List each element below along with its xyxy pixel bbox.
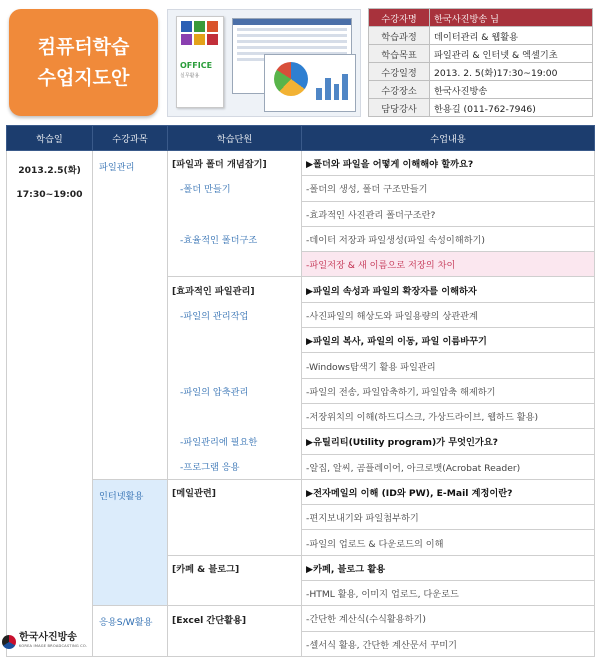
content-item: -HTML 활용, 이미지 업로드, 다운로드 bbox=[306, 589, 459, 601]
unit-cell bbox=[168, 328, 302, 353]
student-info-table bbox=[368, 8, 593, 117]
info-row bbox=[369, 81, 593, 99]
unit-cell bbox=[168, 429, 302, 454]
unit-item bbox=[172, 537, 180, 548]
content-cell bbox=[302, 176, 595, 201]
content-cell bbox=[302, 505, 595, 530]
content-item: -편지보내기와 파일첨부하기 bbox=[306, 513, 419, 525]
content-cell bbox=[302, 302, 595, 327]
unit-heading: [효과적인 파일관리] bbox=[172, 285, 255, 297]
content-item: -저장위치의 이해(하드디스크, 가상드라이브, 웹하드 활용) bbox=[306, 412, 539, 424]
subject-cell: 파일관리 bbox=[93, 151, 168, 480]
unit-cell bbox=[168, 201, 302, 226]
unit-heading: [카페 & 블로그] bbox=[172, 564, 240, 576]
content-heading: ▶유틸리티(Utility program)가 무엇인가요? bbox=[306, 437, 498, 449]
content-item: -효과적인 사진관리 폴더구조란? bbox=[306, 209, 436, 221]
content-item: -폴더의 생성, 폴더 구조만들기 bbox=[306, 184, 428, 196]
content-cell bbox=[302, 555, 595, 580]
content-item: -파일의 전송, 파일압축하기, 파일압축 해제하기 bbox=[306, 386, 496, 398]
info-row bbox=[369, 63, 593, 81]
date-cell bbox=[7, 151, 93, 657]
info-value: 한국사진방송 님 bbox=[430, 9, 593, 27]
pie-chart-icon bbox=[274, 62, 308, 96]
unit-item bbox=[172, 208, 180, 219]
unit-item bbox=[172, 259, 180, 270]
content-cell bbox=[302, 429, 595, 454]
title-line-2: 수업지도안 bbox=[37, 66, 130, 89]
info-value: 파일관리 & 인터넷 & 엑셀기초 bbox=[430, 45, 593, 63]
lesson-time: 17:30~19:00 bbox=[16, 189, 83, 200]
header-unit: 학습단원 bbox=[168, 126, 302, 151]
logo-english: KOREA IMAGE BROADCASTING CO. bbox=[19, 644, 88, 648]
book-title: OFFICE bbox=[180, 61, 213, 70]
info-row bbox=[369, 99, 593, 117]
content-cell bbox=[302, 353, 595, 378]
unit-item bbox=[172, 360, 180, 371]
office-logo-icon bbox=[181, 21, 219, 45]
content-cell bbox=[302, 479, 595, 504]
unit-item: -파일의 관리작업 bbox=[180, 310, 249, 322]
content-item: -파일의 업로드 & 다운로드의 이해 bbox=[306, 538, 444, 550]
content-cell bbox=[302, 252, 595, 277]
unit-item bbox=[172, 638, 180, 649]
unit-cell bbox=[168, 378, 302, 403]
info-value: 한국사진방송 bbox=[430, 81, 593, 99]
content-cell bbox=[302, 277, 595, 302]
info-key: 학습목표 bbox=[369, 45, 430, 63]
content-heading: ▶카페, 블로그 활용 bbox=[306, 563, 386, 575]
book-cover bbox=[176, 16, 224, 108]
content-item: -간단한 계산식(수식활용하기) bbox=[306, 614, 426, 626]
logo-korean: 한국사진방송 bbox=[19, 632, 77, 643]
info-key: 학습과정 bbox=[369, 27, 430, 45]
unit-cell bbox=[168, 479, 302, 504]
content-heading: ▶전자메일의 이해 (ID와 PW), E-Mail 계정이란? bbox=[306, 488, 513, 499]
unit-item: -효율적인 폴더구조 bbox=[180, 235, 258, 247]
title-badge bbox=[9, 9, 158, 116]
info-key: 수강자명 bbox=[369, 9, 430, 27]
content-cell bbox=[302, 581, 595, 606]
unit-cell bbox=[168, 226, 302, 251]
unit-heading: [파일과 폴더 개념잡기] bbox=[172, 159, 267, 171]
content-heading: ▶폴더와 파일을 어떻게 이해해야 할까요? bbox=[306, 159, 474, 171]
content-cell bbox=[302, 226, 595, 251]
content-heading: ▶파일의 복사, 파일의 이동, 파일 이름바꾸기 bbox=[306, 336, 487, 348]
header-content: 수업내용 bbox=[302, 126, 595, 151]
unit-item bbox=[172, 411, 180, 422]
title-line-1: 컴퓨터학습 bbox=[37, 35, 130, 58]
unit-heading: [Excel 간단활용] bbox=[172, 614, 247, 626]
info-value: 한용길 (011-762-7946) bbox=[430, 99, 593, 117]
unit-item bbox=[172, 335, 180, 346]
info-key: 수강장소 bbox=[369, 81, 430, 99]
content-item: -사진파일의 해상도와 파일용량의 상관관계 bbox=[306, 310, 478, 322]
lesson-date: 2013.2.5(화) bbox=[18, 165, 81, 176]
info-key: 담당강사 bbox=[369, 99, 430, 117]
unit-cell bbox=[168, 176, 302, 201]
content-item: -Windows탐색기 활용 파일관리 bbox=[306, 361, 436, 373]
content-heading: ▶파일의 속성과 파일의 확장자를 이해하자 bbox=[306, 285, 477, 297]
content-item: -데이터 저장과 파일생성(파일 속성이해하기) bbox=[306, 235, 485, 247]
info-value: 데이터관리 & 웹활용 bbox=[430, 27, 593, 45]
unit-cell bbox=[168, 151, 302, 176]
unit-cell bbox=[168, 581, 302, 606]
content-cell bbox=[302, 530, 595, 555]
lesson-plan-table bbox=[6, 125, 595, 657]
unit-cell bbox=[168, 302, 302, 327]
info-row bbox=[369, 45, 593, 63]
content-item: -알집, 알씨, 곰플레이어, 아크로뱃(Acrobat Reader) bbox=[306, 462, 521, 474]
unit-cell bbox=[168, 555, 302, 580]
unit-cell bbox=[168, 353, 302, 378]
unit-cell bbox=[168, 277, 302, 302]
book-subtitle: 실무활용 bbox=[180, 73, 200, 79]
unit-cell bbox=[168, 530, 302, 555]
info-value: 2013. 2. 5(화)17:30~19:00 bbox=[430, 63, 593, 81]
table-row bbox=[7, 479, 595, 504]
content-cell bbox=[302, 403, 595, 428]
info-key: 수강일정 bbox=[369, 63, 430, 81]
header-date: 학습일 bbox=[7, 126, 93, 151]
content-cell bbox=[302, 201, 595, 226]
content-cell bbox=[302, 151, 595, 176]
unit-cell bbox=[168, 252, 302, 277]
unit-cell bbox=[168, 403, 302, 428]
info-row bbox=[369, 9, 593, 27]
unit-cell bbox=[168, 454, 302, 479]
unit-cell bbox=[168, 606, 302, 631]
header-subject: 수강과목 bbox=[93, 126, 168, 151]
unit-item: -파일관리에 필요한 bbox=[180, 437, 258, 449]
content-cell bbox=[302, 454, 595, 479]
logo-icon bbox=[2, 635, 16, 649]
unit-item bbox=[172, 587, 180, 598]
info-row bbox=[369, 27, 593, 45]
table-row bbox=[7, 606, 595, 631]
company-logo bbox=[2, 633, 87, 651]
subject-cell: 응용S/W활용 bbox=[93, 606, 168, 657]
header-row bbox=[7, 126, 595, 151]
unit-item bbox=[172, 512, 180, 523]
bar-chart-icon bbox=[316, 70, 348, 100]
unit-cell bbox=[168, 505, 302, 530]
table-row bbox=[7, 151, 595, 176]
unit-item: -폴더 만들기 bbox=[180, 184, 231, 196]
content-cell bbox=[302, 328, 595, 353]
office-promo-image bbox=[167, 9, 361, 117]
unit-heading: [메일관련] bbox=[172, 488, 216, 500]
content-item: -셀서식 활용, 간단한 계산문서 꾸미기 bbox=[306, 639, 458, 651]
content-cell bbox=[302, 606, 595, 631]
content-item: -파일저장 & 새 이름으로 저장의 차이 bbox=[306, 260, 456, 272]
content-cell bbox=[302, 378, 595, 403]
subject-cell: 인터넷활용 bbox=[93, 479, 168, 605]
unit-item: -프로그램 응용 bbox=[180, 462, 240, 474]
unit-item: -파일의 압축관리 bbox=[180, 386, 249, 398]
